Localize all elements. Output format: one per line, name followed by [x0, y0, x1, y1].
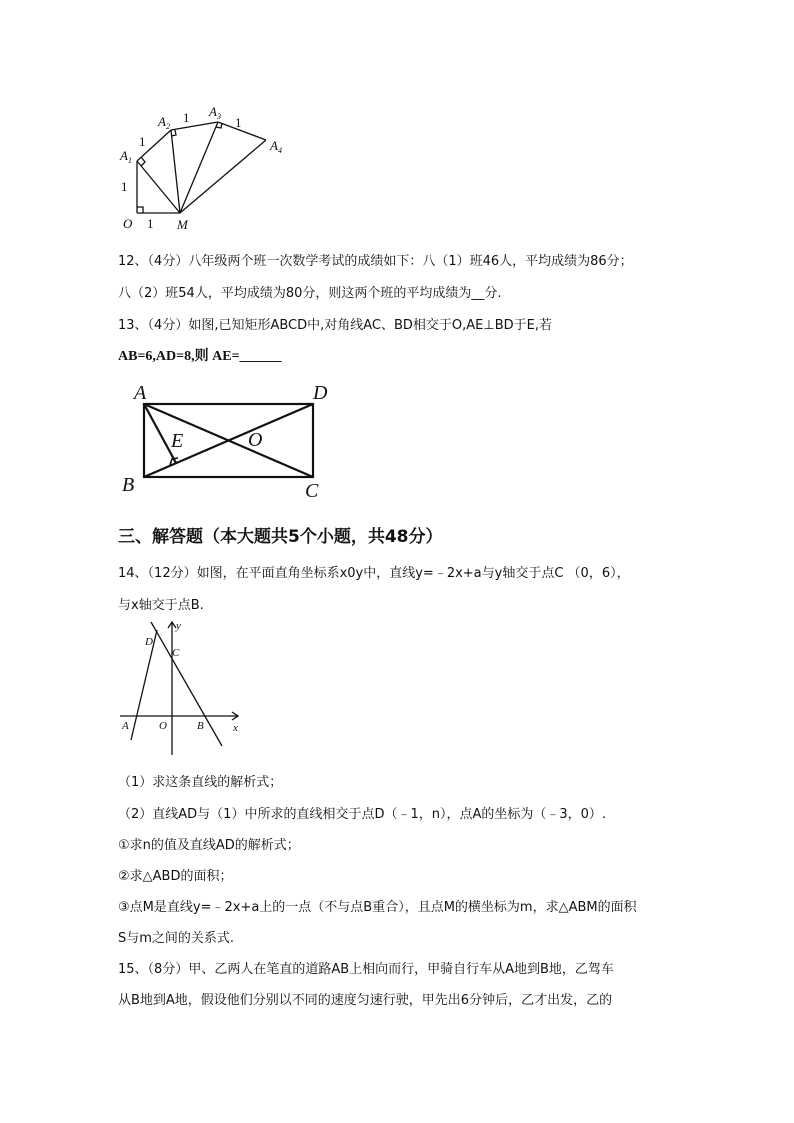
label-b: B: [122, 474, 135, 496]
label-m: M: [177, 217, 188, 232]
label-one-a1a2: 1: [139, 134, 146, 149]
q12-line-2: 八（2）班54人，平均成绩为80分，则这两个班的平均成绩为__分.: [118, 286, 502, 301]
q14-sub-3-line-2: S与m之间的关系式.: [118, 931, 235, 946]
q13-line-2: AB=6,AD=8,则 AE=______: [118, 349, 282, 364]
q15-line-1: 15、（8分）甲、乙两人在笔直的道路AB上相向而行，甲骑自行车从A地到B地，乙驾车: [118, 962, 614, 977]
q14-sub-1: ①求n的值及直线AD的解析式；: [118, 838, 300, 853]
label-a4: $A_4$: [270, 138, 282, 155]
label-a2: $A_2$: [158, 114, 170, 131]
label-c: C: [305, 480, 319, 502]
label-one-oa1: 1: [121, 179, 128, 194]
label-o: O: [248, 429, 263, 451]
q14-sub-2: ②求△ABD的面积；: [118, 869, 233, 884]
label-a3: $A_3$: [209, 104, 221, 121]
label-d: D: [313, 382, 328, 404]
label-a1: $A_1$: [120, 148, 132, 165]
label-e: E: [171, 430, 184, 452]
line-ad: [131, 630, 157, 740]
label-x: x: [233, 722, 238, 734]
q14-line-2: 与x轴交于点B.: [118, 598, 204, 613]
q14-part-1: （1）求这条直线的解析式；: [118, 775, 283, 790]
label-one-a2a3: 1: [183, 110, 190, 125]
q15-line-2: 从B地到A地，假设他们分别以不同的速度匀速行驶，甲先出6分钟后，乙才出发，乙的: [118, 993, 613, 1008]
label-d: D: [145, 636, 153, 648]
q14-part-2: （2）直线AD与（1）中所求的直线相交于点D（﹣1，n），点A的坐标为（﹣3，0）.: [118, 807, 607, 822]
q13-line-1: 13、（4分）如图,已知矩形ABCD中,对角线AC、BD相交于O,AE⊥BD于E,若: [118, 318, 552, 333]
label-one-a3a4: 1: [235, 115, 242, 130]
section-heading: 三、解答题（本大题共5个小题，共48分）: [118, 527, 443, 547]
q14-sub-3-line-1: ③点M是直线y=﹣2x+a上的一点（不与点B重合），且点M的横坐标为m，求△ABM的面积: [118, 900, 637, 915]
label-o: O: [159, 720, 167, 732]
label-one-om: 1: [147, 216, 154, 231]
label-o: O: [123, 216, 133, 231]
q14-line-1: 14、（12分）如图，在平面直角坐标系x0y中，直线y=﹣2x+a与y轴交于点C （0，6），: [118, 566, 630, 581]
label-b: B: [197, 720, 204, 732]
label-y: y: [176, 620, 181, 632]
q12-line-1: 12、（4分）八年级两个班一次数学考试的成绩如下：八（1）班46人，平均成绩为86分；: [118, 254, 633, 269]
label-a: A: [134, 382, 147, 404]
label-a: A: [122, 720, 129, 732]
label-c: C: [172, 647, 180, 659]
